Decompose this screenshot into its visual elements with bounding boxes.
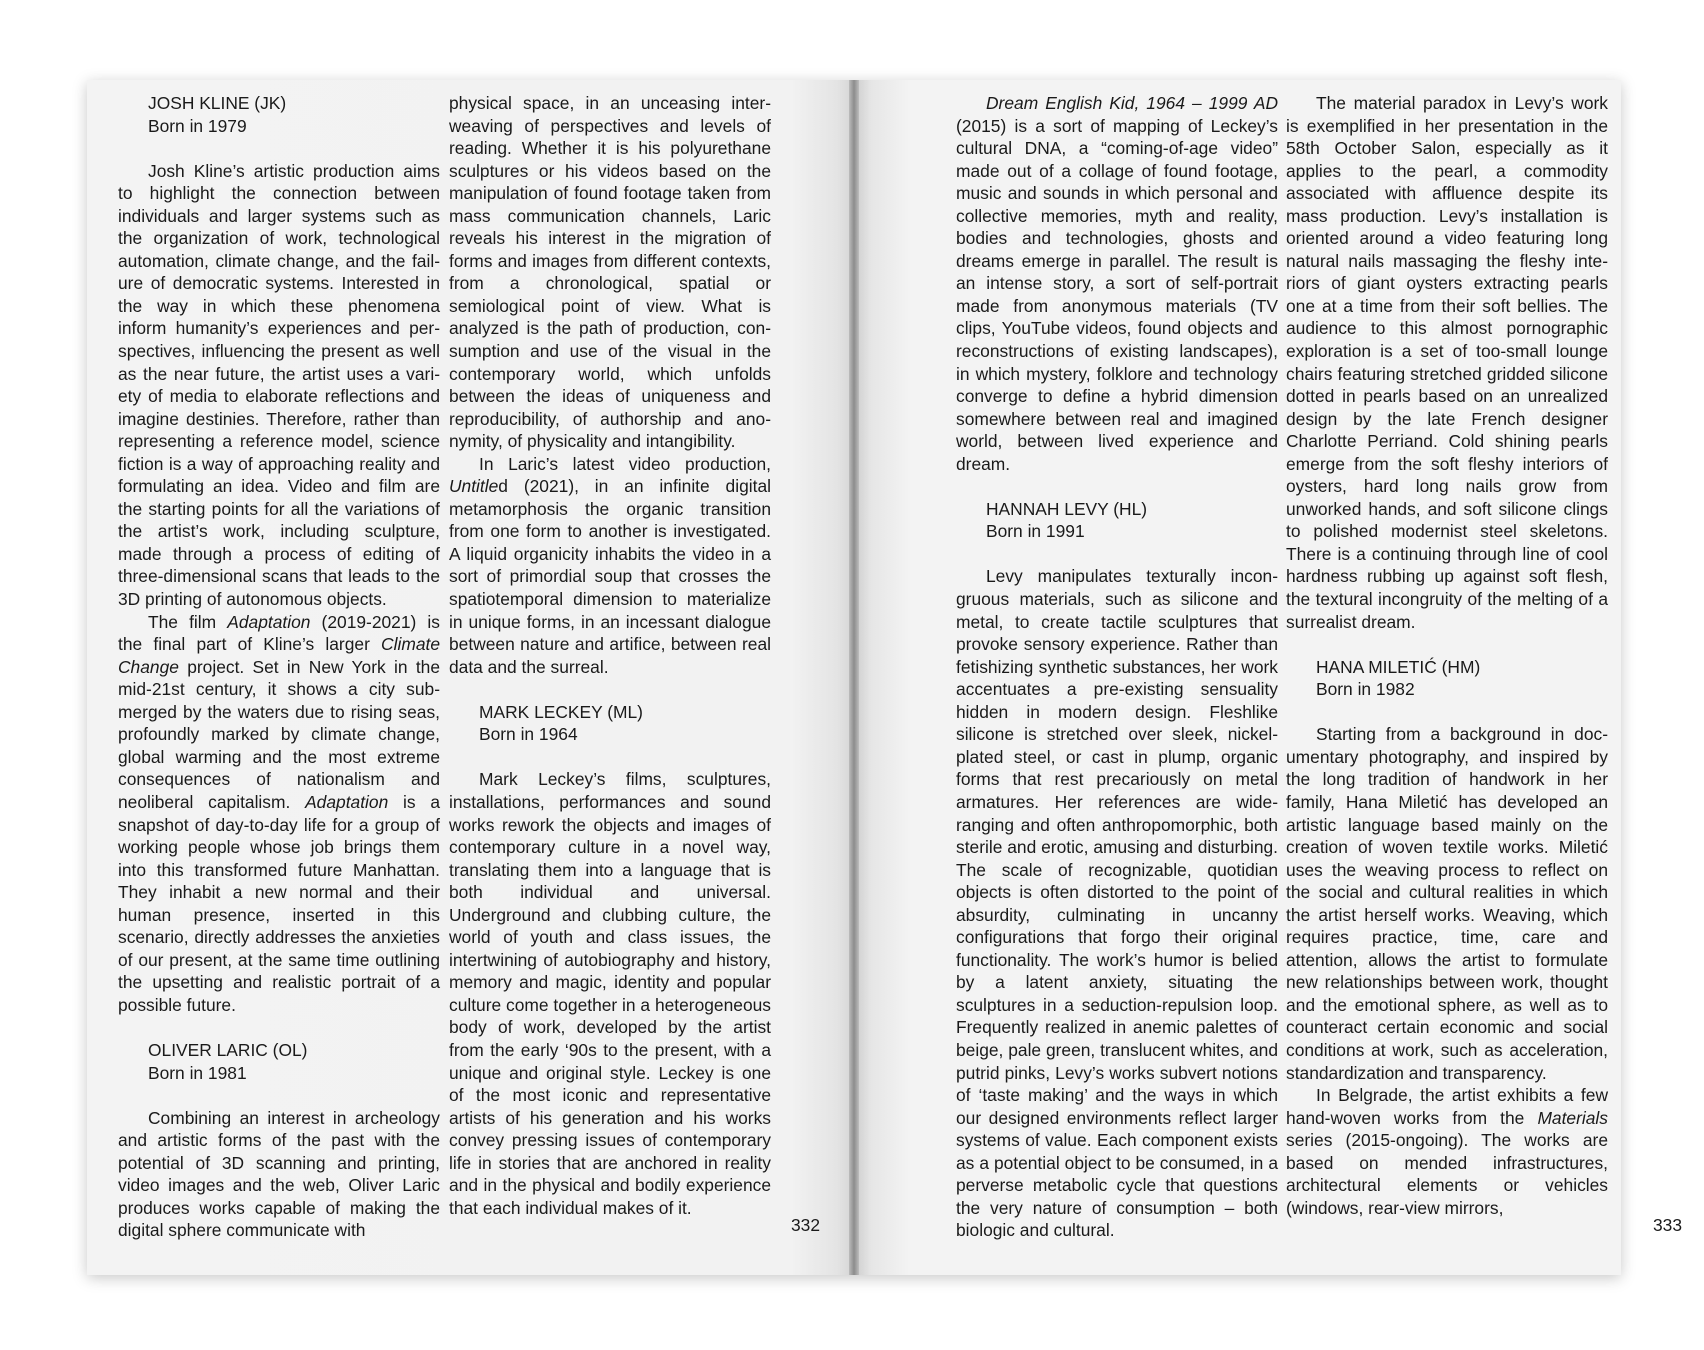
artist-name-laric: OLIVER LARIC (OL)	[148, 1039, 308, 1060]
artist-name-leckey: MARK LECKEY (ML)	[479, 701, 643, 722]
book-gutter	[849, 80, 859, 1275]
birth-year-kline: Born in 1979	[148, 115, 247, 136]
birth-year-laric: Born in 1981	[148, 1062, 247, 1083]
artist-name-miletic: HANA MILETIĆ (HM)	[1316, 656, 1481, 677]
paragraph-kline-1: Josh Kline’s artistic production aims to highlight the connection between individuals and larger systems such as the organization of work, technological automation, climate change, and the failure of democratic systems. Interested in the way in which these phenomena inform humanity’s experiences and perspectives, influencing the present as well as the near future, the artist uses a variety of media to elaborate reflections and imagine destinies. Therefore, rather than representing a reference model, science fiction is a way of approaching reality and formulating an idea. Video and film are the starting points for all the variations of the artist’s work, including sculpture, made through a process of editing of three-dimensional scans that leads to the 3D printing of autonomous objects.	[118, 160, 440, 610]
paragraph-miletic-1: Starting from a background in documentary photography, and inspired by the long tradition of handwork in her family, Hana Miletić has developed an artistic language based mainly on the creation of woven textile works. Miletić uses the weaving process to reflect on the social and cultural realities in which the artist herself works. Weaving, which requires practice, time, care and attention, allows the artist to formulate new relationships between work, thought and the emotional sphere, as well as to counteract certain economic and social conditions at work, such as acceleration, standardization and transparency.	[1286, 724, 1608, 1083]
paragraph-kline-2: The film Adaptation (2019-2021) is the final part of Kline’s larger Climate Change project. Set in New York in the mid-21st century, it shows a city submerged by the waters due to rising seas, profoundly marked by climate change, global warming and the most extreme consequences of nationalism and neoliberal capitalism. Adaptation is a snapshot of day-to-day life for a group of working people whose job brings them into this transformed future Manhattan. They inhabit a new normal and their human presence, inserted in this scenario, directly addresses the anxieties of our present, at the same time outlining the upsetting and realistic portrait of a possible future.	[118, 611, 440, 1015]
paragraph-leckey-2: Dream English Kid, 1964 – 1999 AD (2015) is a sort of mapping of Leckey’s cultural DNA, a “coming-of-age video” made out of a collage of found footage, music and sounds in which personal and collective memories, myth and reality, bodies and technologies, ghosts and dreams emerge in parallel. The result is an intense story, a sort of self-portrait made from anonymous materials (TV clips, YouTube videos, found objects and reconstructions of existing landscapes), in which mystery, folklore and technology converge to define a hybrid dimension somewhere between real and imagined world, between lived experience and dream.	[956, 93, 1278, 474]
paragraph-laric-2: In Laric’s latest video production, Untitled (2021), in an infinite digital metamorphosis the organic transition from one form to another is investigated. A liquid organicity inhabits the video in a sort of primordial soup that crosses the spatiotemporal dimension to materialize in unique forms, in an incessant dialogue between nature and artifice, between real data and the surreal.	[449, 453, 771, 677]
birth-year-levy: Born in 1991	[986, 521, 1085, 542]
paragraph-laric-1-continued: physical space, in an unceasing interweaving of perspectives and levels of reading. Whether it is his polyurethane sculptures or his videos based on the manipulation of found footage taken from mass communication channels, Laric reveals his interest in the migration of forms and images from different contexts, from a chronological, spatial or semiological point of view. What is analyzed is the path of production, consumption and use of the visual in the contemporary world, which unfolds between the ideas of uniqueness and reproducibility, of authorship and anonymity, of physicality and intangibility.	[449, 93, 771, 452]
artist-name-levy: HANNAH LEVY (HL)	[986, 498, 1148, 519]
book-spread	[87, 80, 1683, 1275]
paragraph-laric-1-start: Combining an interest in archeology and artistic forms of the past with the potential of 3D scanning and printing, video images and the web, Oliver Laric produces works capable of making the digital sphere communicate with	[118, 1107, 440, 1241]
right-page-column-1	[956, 92, 1278, 1242]
right-page	[856, 80, 1683, 1275]
paragraph-miletic-2: In Belgrade, the artist exhibits a few hand-woven works from the Materials series (2015-ongoing). The works are based on mended infrastructures, architectural elements or vehicles (windows, rear-view mirrors,	[1286, 1085, 1608, 1218]
paragraph-levy-2: The material paradox in Levy’s work is exemplified in her presentation in the 58th October Salon, especially as it applies to the pearl, a commodity associated with affluence despite its mass production. Levy’s installation is oriented around a video featuring long natural nails massaging the fleshy interiors of giant oysters extracting pearls one at a time from their soft bellies. The audience to this almost pornographic exploration is a set of too-small lounge chairs featuring stretched gridded silicone dotted in pearls based on an unrealized design by the late French designer Charlotte Perriand. Cold shining pearls emerge from the soft fleshy interiors of oysters, hard long nails grow from unworked hands, and soft silicone clings to polished modernist steel skeletons. There is a continuing through line of cool hardness rubbing up against soft flesh, the textural incongruity of the melting of a surrealist dream.	[1286, 93, 1608, 632]
paragraph-levy-1: Levy manipulates texturally incongruous materials, such as silicone and metal, to create tactile sculptures that provoke sensory experience. Rather than fetishizing synthetic substances, her work accentuates a pre-existing sensuality hidden in modern design. Fleshlike silicone is stretched over sleek, nickel-plated steel, or cast in plump, organic forms that rest precariously on metal armatures. Her references are wide-ranging and often anthropomorphic, both sterile and erotic, amusing and disturbing. The scale of recognizable, quotidian objects is often distorted to the point of absurdity, culminating in uncanny configurations that forgo their original functionality. The work’s humor is belied by a latent anxiety, situating the sculptures in a seduction-repulsion loop. Frequently realized in anemic palettes of beige, pale green, translucent whites, and putrid pinks, Levy’s works subvert notions of ‘taste making’ and the ways in which our designed environments reflect larger systems of value. Each component exists as a potential object to be consumed, in a perverse metabolic cycle that questions the very nature of consumption – both biologic and cultural.	[956, 566, 1278, 1241]
artist-name-kline: JOSH KLINE (JK)	[148, 93, 287, 113]
left-page-column-2	[449, 92, 771, 1219]
birth-year-miletic: Born in 1982	[1316, 679, 1415, 700]
left-page	[87, 80, 852, 1275]
paragraph-leckey-1: Mark Leckey’s films, sculptures, installations, performances and sound works rework the objects and images of contemporary culture in a novel way, translating them into a language that is both individual and universal. Underground and clubbing culture, the world of youth and class issues, the intertwining of autobiography and history, memory and magic, identity and popular culture come together in a heterogeneous body of work, developed by the artist from the early ‘90s to the present, with a unique and original style. Leckey is one of the most iconic and representative artists of his generation and his works convey pressing issues of contemporary life in stories that are anchored in reality and in the physical and bodily experience that each individual makes of it.	[449, 769, 771, 1218]
page-number-left: 332	[791, 1215, 821, 1235]
birth-year-leckey: Born in 1964	[479, 724, 578, 745]
right-page-column-2	[1286, 92, 1608, 1219]
left-page-column-1	[118, 92, 440, 1242]
page-number-right: 333	[1653, 1215, 1683, 1235]
